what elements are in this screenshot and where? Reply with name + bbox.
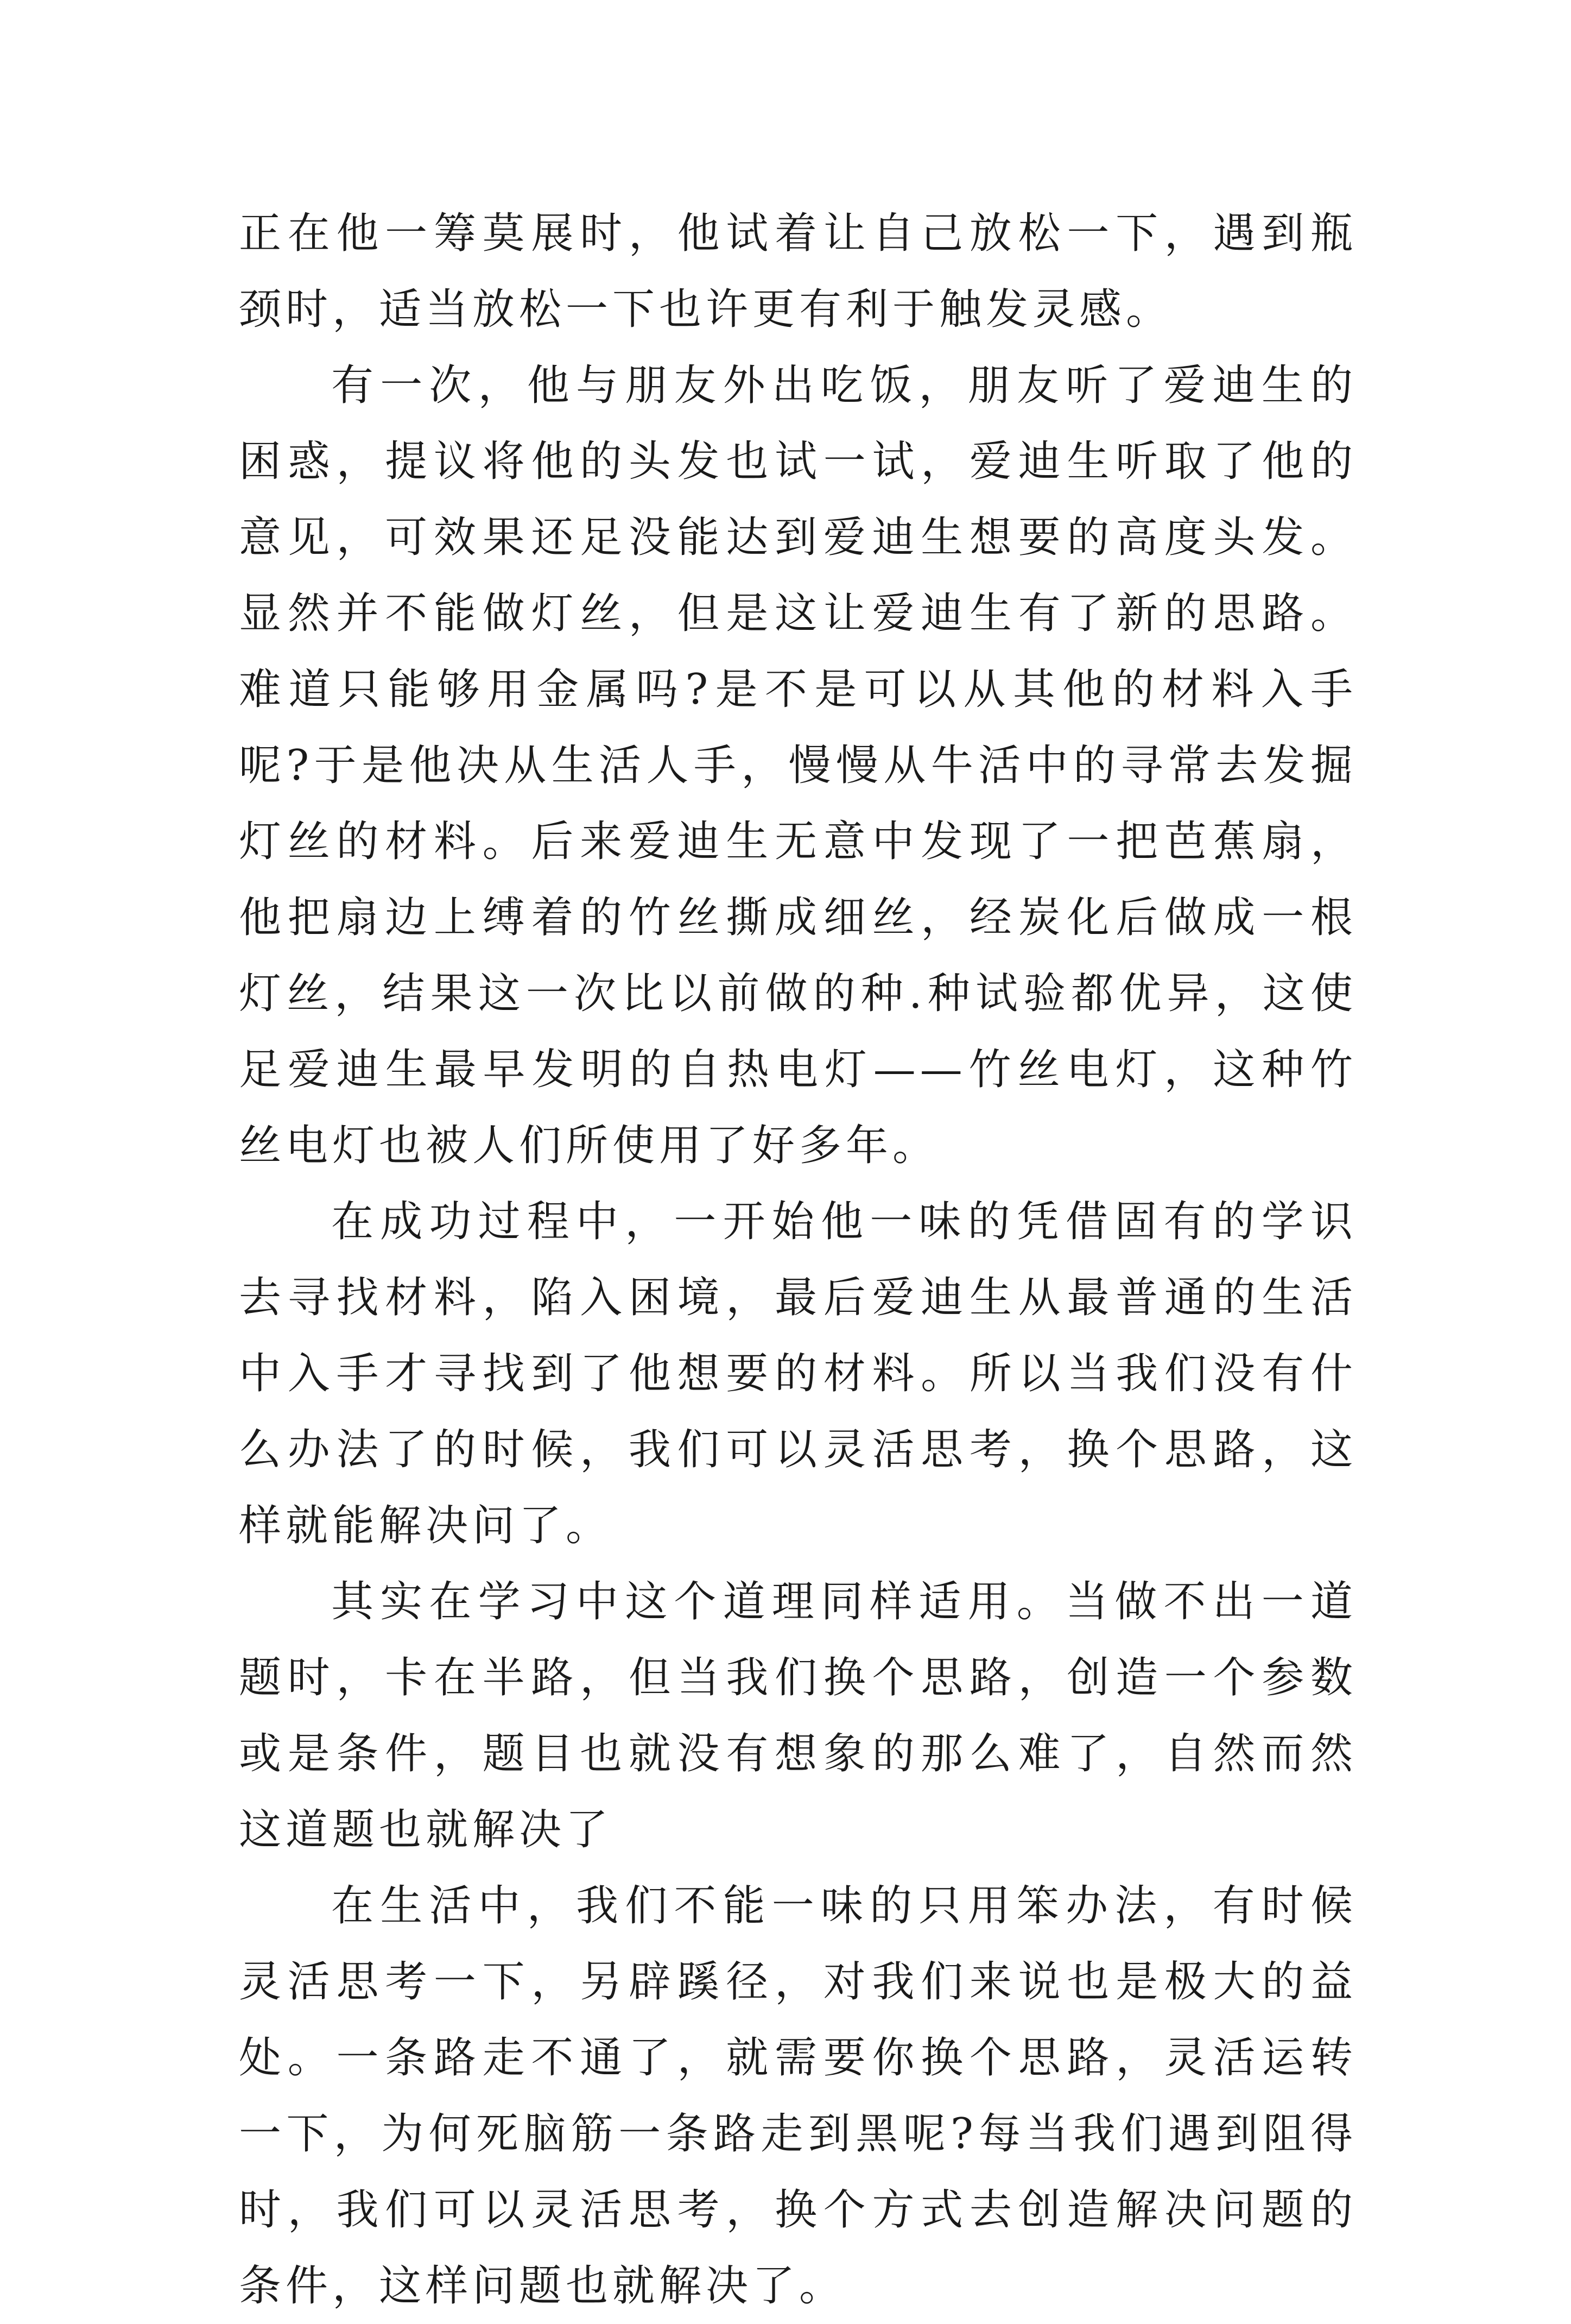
paragraph-study-application: 其实在学习中这个道理同样适用。当做不出一道题时，卡在半路，但当我们换个思路，创造一个参数或是条件，题目也就没有想象的那么难了，自然而然这道题也就解决了 xyxy=(239,1577,1357,1854)
paragraph-success-process: 在成功过程中，一开始他一味的凭借固有的学识去寻找材料，陷入困境，最后爱迪生从最普通的生活中入手才寻找到了他想要的材料。所以当我们没有什么办法了的时候，我们可以灵活思考，换个思路，这样就能解决问了。 xyxy=(239,1197,1357,1550)
paragraph-continuation: 正在他一筹莫展时，他试着让自己放松一下，遇到瓶颈时，适当放松一下也许更有利于触发灵感。 xyxy=(239,209,1357,334)
document-body xyxy=(239,195,1357,2324)
paragraph-bamboo-filament: 有一次，他与朋友外出吃饭，朋友听了爱迪生的困惑，提议将他的头发也试一试，爱迪生听取了他的意见，可效果还足没能达到爱迪生想要的高度头发。显然并不能做灯丝，但是这让爱迪生有了新的思路。难道只能够用金属吗?是不是可以从其他的材料入手呢?于是他决从生活人手，慢慢从牛活中的寻常去发掘灯丝的材料。后来爱迪生无意中发现了一把芭蕉扇，他把扇边上缚着的竹丝撕成细丝，经炭化后做成一根灯丝，结果这一次比以前做的种.种试验都优异，这使足爱迪生最早发明的自热电灯——竹丝电灯，这种竹丝电灯也被人们所使用了好多年。 xyxy=(239,361,1357,1170)
paragraph-life-conclusion: 在生活中，我们不能一味的只用笨办法，有时候灵活思考一下，另辟蹊径，对我们来说也是极大的益处。一条路走不通了，就需要你换个思路，灵活运转一下，为何死脑筋一条路走到黑呢?每当我们遇到阻得时，我们可以灵活思考，换个方式去创造解决问题的条件，这样问题也就解决了。 xyxy=(239,1881,1357,2310)
